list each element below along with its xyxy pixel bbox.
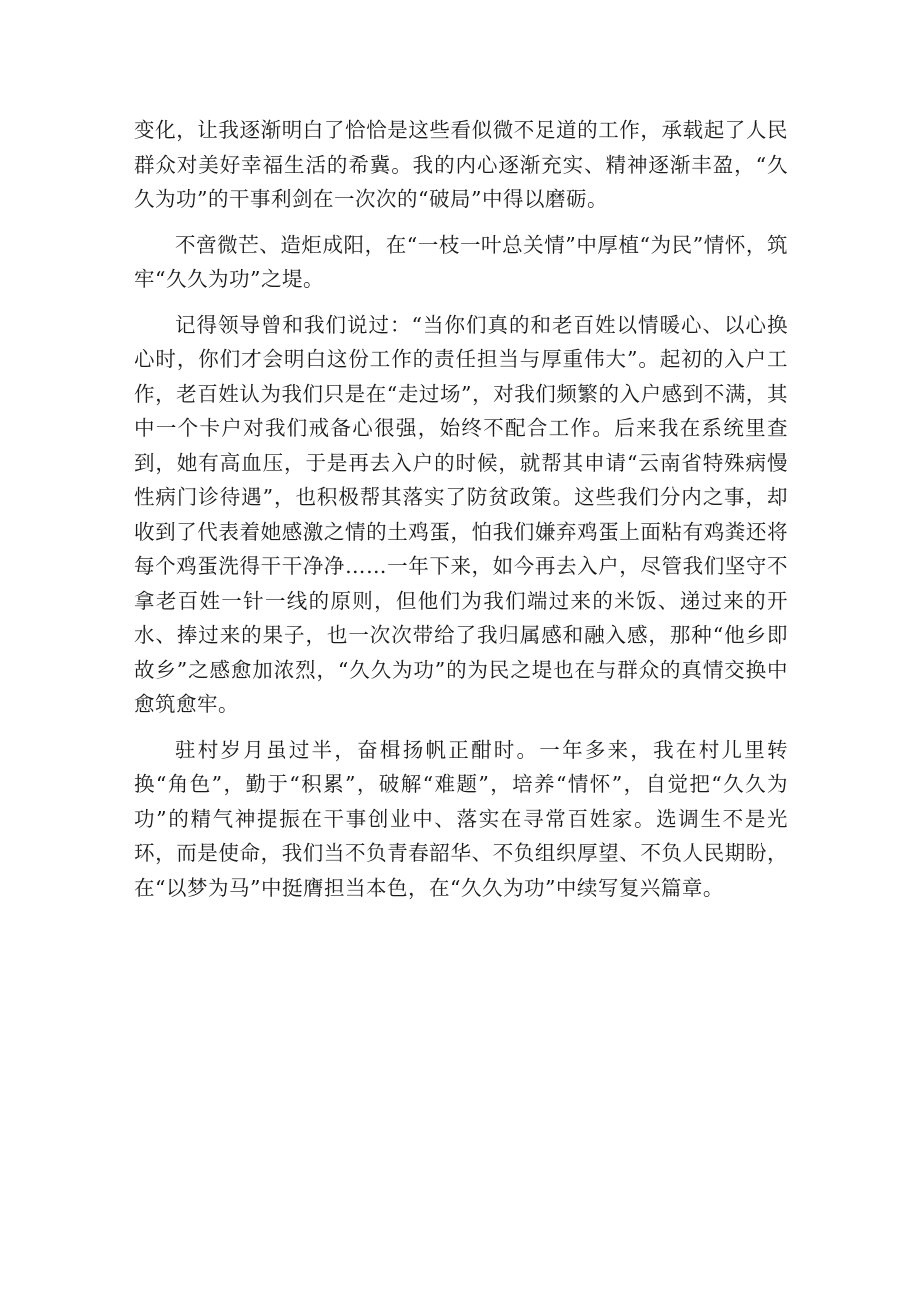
document-page — [134, 113, 788, 905]
paragraph-story: 记得领导曾和我们说过：“当你们真的和老百姓以情暖心、以心换心时，你们才会明白这份工作的责任担当与厚重伟大”。起初的入户工作，老百姓认为我们只是在“走过场”，对我们频繁的入户感到不满，其中一个卡户对我们戒备心很强，始终不配合工作。后来我在系统里查到，她有高血压，于是再去入户的时候，就帮其申请“云南省特殊病慢性病门诊待遇”，也积极帮其落实了防贫政策。这些我们分内之事，却收到了代表着她感激之情的土鸡蛋，怕我们嫌弃鸡蛋上面粘有鸡粪还将每个鸡蛋洗得干干净净……一年下来，如今再去入户，尽管我们坚守不拿老百姓一针一线的原则，但他们为我们端过来的米饭、递过来的开水、捧过来的果子，也一次次带给了我归属感和融入感，那种“他乡即故乡”之感愈加浓烈，“久久为功”的为民之堤也在与群众的真情交换中愈筑愈牢。 — [134, 312, 788, 716]
paragraph-continuation: 变化，让我逐渐明白了恰恰是这些看似微不足道的工作，承载起了人民群众对美好幸福生活的希冀。我的内心逐渐充实、精神逐渐丰盈，“久久为功”的干事利剑在一次次的“破局”中得以磨砺。 — [134, 118, 788, 211]
paragraph-conclusion: 驻村岁月虽过半，奋楫扬帆正酣时。一年多来，我在村儿里转换“角色”，勤于“积累”，破解“难题”，培养“情怀”，自觉把“久久为功”的精气神提振在干事创业中、落实在寻常百姓家。选调生不是光环，而是使命，我们当不负青春韶华、不负组织厚望、不负人民期盼，在“以梦为马”中挺膺担当本色，在“久久为功”中续写复兴篇章。 — [134, 737, 788, 900]
paragraph-heading-point: 不啻微芒、造炬成阳，在“一枝一叶总关情”中厚植“为民”情怀，筑牢“久久为功”之堤。 — [134, 232, 788, 291]
